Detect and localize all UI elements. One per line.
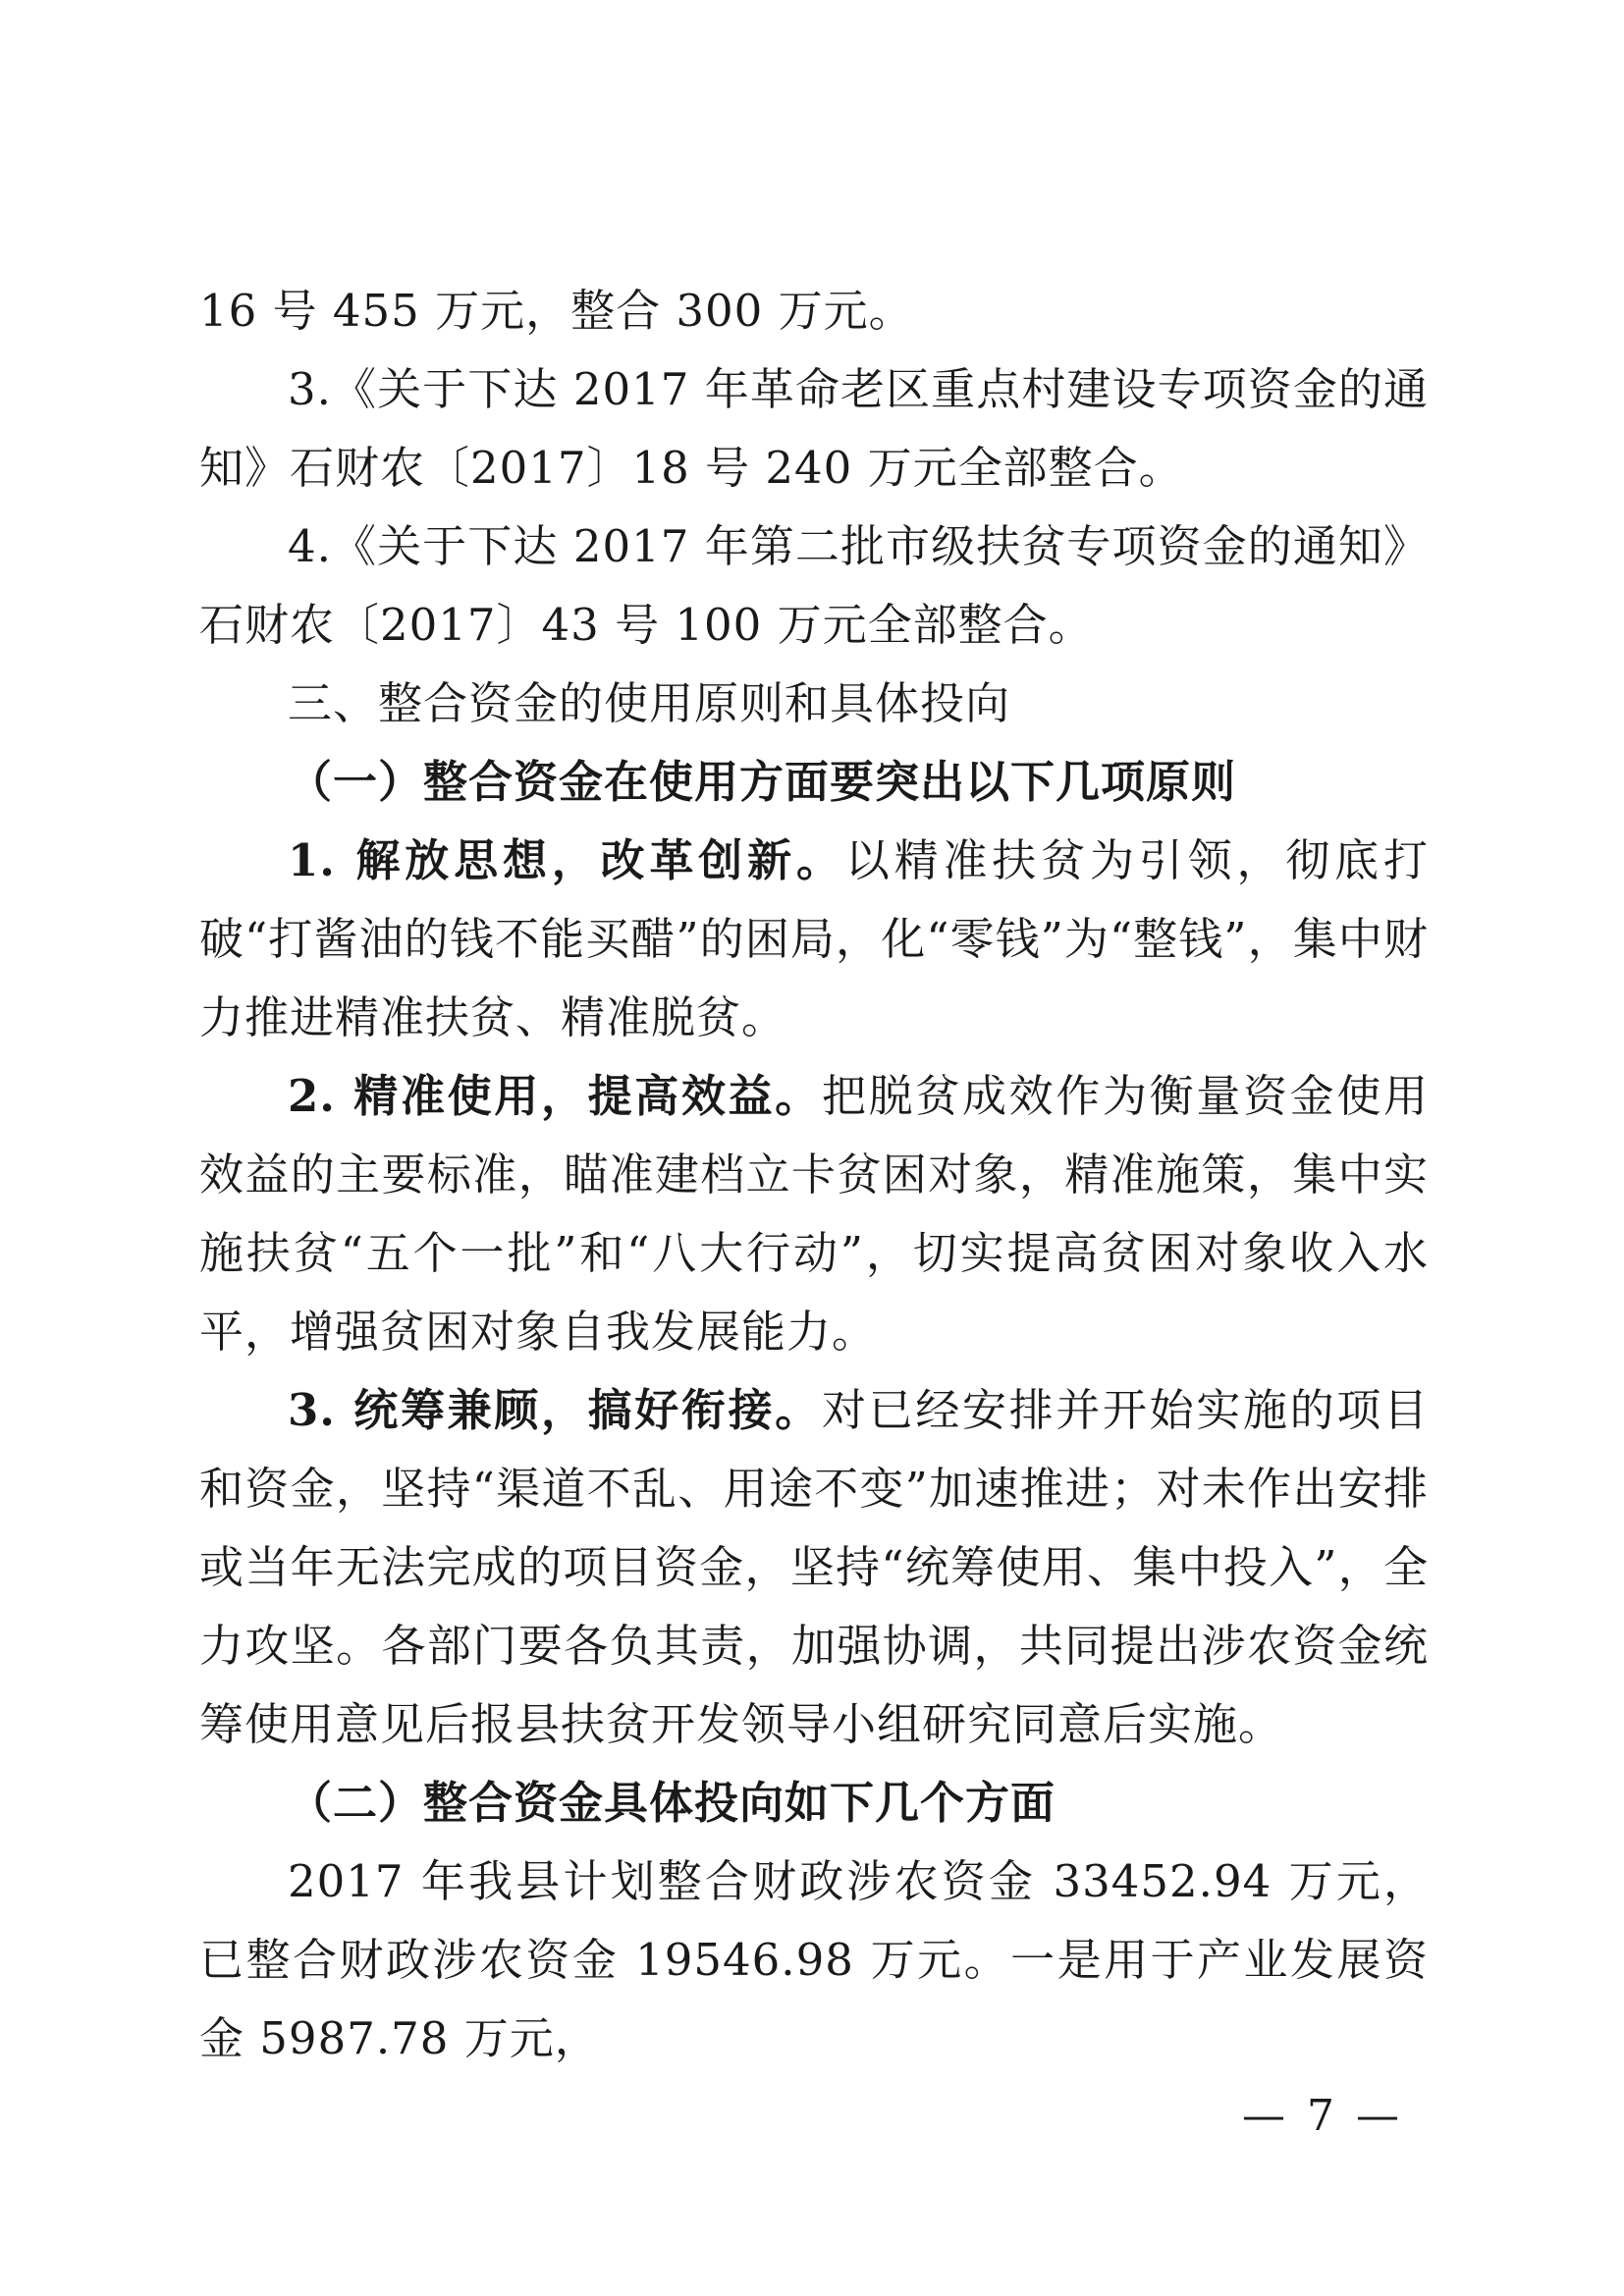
principle-2 <box>199 1057 1429 1371</box>
paragraph-item-3: 3.《关于下达 2017 年革命老区重点村建设专项资金的通知》石财农〔2017〕18 号 240 万元全部整合。 <box>199 363 1429 494</box>
principle-2-title: 2. 精准使用，提高效益。 <box>288 1070 822 1122</box>
principle-2-text: 把脱贫成效作为衡量资金使用效益的主要标准，瞄准建档立卡贫困对象，精准施策，集中实施扶贫“五个一批”和“八大行动”，切实提高贫困对象收入水平，增强贫困对象自我发展能力。 <box>199 1070 1429 1358</box>
principle-1 <box>199 822 1429 1057</box>
paragraph-item-4: 4.《关于下达 2017 年第二批市级扶贫专项资金的通知》石财农〔2017〕43 号 100 万元全部整合。 <box>199 520 1429 651</box>
document-body <box>199 272 1429 2078</box>
subsection-heading-2: （二）整合资金具体投向如下几个方面 <box>288 1777 1056 1829</box>
principle-3 <box>199 1371 1429 1764</box>
principle-1-text: 以精准扶贫为引领，彻底打破“打酱油的钱不能买醋”的困局，化“零钱”为“整钱”，集中财力推进精准扶贫、精准脱贫。 <box>199 834 1429 1043</box>
paragraph-continuation: 16 号 455 万元，整合 300 万元。 <box>199 285 914 337</box>
page-number: — 7 — <box>1242 2091 1403 2141</box>
principle-3-title: 3. 统筹兼顾，搞好衔接。 <box>288 1384 822 1436</box>
principle-3-text: 对已经安排并开始实施的项目和资金，坚持“渠道不乱、用途不变”加速推进；对未作出安排或当年无法完成的项目资金，坚持“统筹使用、集中投入”，全力攻坚。各部门要各负其责，加强协调，共同提出涉农资金统筹使用意见后报县扶贫开发领导小组研究同意后实施。 <box>199 1384 1429 1750</box>
paragraph-funding-summary: 2017 年我县计划整合财政涉农资金 33452.94 万元，已整合财政涉农资金 19546.98 万元。一是用于产业发展资金 5987.78 万元， <box>199 1855 1429 2064</box>
principle-1-title: 1. 解放思想，改革创新。 <box>288 834 845 886</box>
subsection-heading-1: （一）整合资金在使用方面要突出以下几项原则 <box>288 756 1237 808</box>
section-heading-3: 三、整合资金的使用原则和具体投向 <box>288 677 1011 729</box>
